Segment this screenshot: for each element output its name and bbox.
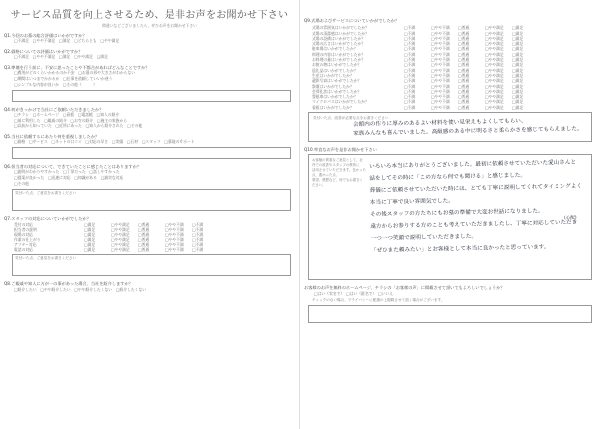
rating-checkbox[interactable]: □普通 — [458, 78, 470, 84]
rating-row-label: 遺影写真はいかがでしたか？ — [312, 78, 362, 84]
rating-row-label: マイクロバスはいかがでしたか？ — [312, 99, 369, 105]
rating-checkbox[interactable]: □やや不満 — [431, 62, 450, 68]
q10-hw-line: 葬儀にご依頼させていただいた時には、とても丁寧に説明してくれてタイミングよく — [369, 183, 582, 195]
rating-checkbox[interactable]: □やや不満 — [431, 57, 450, 63]
q6-comment-label: 気付いた点、ご意見をお書きください — [15, 190, 77, 195]
rating-checkbox[interactable]: □不満 — [404, 99, 416, 105]
q1-question: Q1.今回のお墓の総合評価はいかがですか？ — [4, 33, 87, 39]
q10-lead-line: 活用させていただきます。良かった点、悪かった点、 — [312, 168, 366, 178]
rating-checkbox[interactable]: □不満 — [404, 35, 416, 41]
rating-checkbox[interactable]: □不満 — [404, 62, 416, 68]
rating-checkbox[interactable]: □満足 — [512, 25, 524, 31]
rating-checkbox[interactable]: □不満 — [192, 231, 204, 237]
rating-row-label: 会葬礼状はいかがでしたか？ — [312, 88, 362, 94]
q10-comment-box[interactable] — [308, 154, 592, 280]
q10-hw-line: 遠方からお参りする方のことも考えていただきましたし、丁寧に対応していただき — [370, 219, 578, 231]
rating-checkbox[interactable]: □普通 — [138, 242, 150, 248]
rating-checkbox[interactable]: □満足 — [84, 247, 96, 253]
q9-comment-label: 気付いた点、改善が必要な点をお書きください — [313, 116, 389, 120]
rating-checkbox[interactable]: □普通 — [138, 231, 150, 237]
rating-checkbox[interactable]: □やや不満 — [431, 88, 450, 94]
rating-checkbox[interactable]: □やや満足 — [111, 237, 130, 243]
rating-checkbox[interactable]: □不満 — [404, 67, 416, 73]
rating-checkbox[interactable]: □やや満足 — [111, 226, 130, 232]
rating-checkbox[interactable]: □やや不満 — [431, 35, 450, 41]
q10-hw-line: 話をしてその時に「この方なら何でも聞ける」と感じました。 — [369, 172, 527, 183]
rating-row-label: お飲み物はいかがでしたか？ — [312, 62, 362, 68]
rating-row-label: 受付の対応 — [14, 221, 33, 227]
rating-checkbox[interactable]: □不満 — [404, 88, 416, 94]
rating-checkbox[interactable]: □やや満足 — [485, 78, 504, 84]
rating-checkbox[interactable]: □満足 — [512, 99, 524, 105]
rating-checkbox[interactable]: □やや不満 — [165, 247, 184, 253]
rating-checkbox[interactable]: □やや満足 — [485, 67, 504, 73]
q4-options-3[interactable]: □以前から知っていた □近所にあった □知人から紹介された □その他 — [14, 123, 143, 129]
rating-row-label: 返礼品はいかがでしたか？ — [312, 67, 358, 73]
q4-question: Q4.何がきっかけで当社にご依頼いただきましたか？ — [4, 106, 104, 112]
rating-checkbox[interactable]: □満足 — [84, 237, 96, 243]
rating-checkbox[interactable]: □やや満足 — [485, 57, 504, 63]
rating-checkbox[interactable]: □やや不満 — [431, 78, 450, 84]
rating-row-label: 駐車場はいかがでしたか？ — [312, 46, 358, 52]
rating-checkbox[interactable]: □やや不満 — [431, 25, 450, 31]
rating-checkbox[interactable]: □普通 — [458, 94, 470, 100]
q6-options-3[interactable]: □その他 — [14, 180, 29, 186]
q10-hw-line: 本当に丁寧で良い雰囲気でした。 — [369, 198, 454, 207]
rating-checkbox[interactable]: □満足 — [512, 83, 524, 89]
rating-checkbox[interactable]: □やや満足 — [485, 62, 504, 68]
q7-rating-grid[interactable] — [14, 222, 295, 253]
rating-checkbox[interactable]: □やや満足 — [485, 25, 504, 31]
rating-checkbox[interactable]: □満足 — [512, 78, 524, 84]
rating-checkbox[interactable]: □やや満足 — [485, 41, 504, 47]
rating-checkbox[interactable]: □普通 — [458, 104, 470, 110]
q6-options-1[interactable]: □説明がわかりやすかった □丁寧だった □話しやすかった — [14, 169, 120, 175]
rating-checkbox[interactable]: □不満 — [192, 242, 204, 248]
q3-comment-box[interactable] — [12, 90, 291, 102]
rating-row-label: 料理の内容はいかがでしたか？ — [312, 51, 366, 57]
rating-checkbox[interactable]: □満足 — [512, 72, 524, 78]
rating-row-label: 電話の対応 — [14, 247, 33, 253]
q1-options[interactable]: □不満足 □やや不満足 □満足 □どちらとも □やや満足 — [14, 38, 120, 44]
rating-row-label: 生花はいかがでしたか？ — [312, 72, 354, 78]
rating-checkbox[interactable]: □満足 — [512, 35, 524, 41]
rating-checkbox[interactable]: □やや不満 — [165, 237, 184, 243]
q10-handwriting — [369, 157, 587, 258]
rating-checkbox[interactable]: □不満 — [404, 72, 416, 78]
final-name-box[interactable] — [308, 305, 592, 323]
rating-checkbox[interactable]: □普通 — [458, 35, 470, 41]
rating-checkbox[interactable]: □満足 — [512, 88, 524, 94]
rating-checkbox[interactable]: □満足 — [84, 226, 96, 232]
q9-hw-line: 家族みんなも喜んでいました。高級感のある中に明るさと柔らかさを感じてもらえました。 — [353, 126, 583, 138]
rating-checkbox[interactable]: □普通 — [138, 221, 150, 227]
rating-checkbox[interactable]: □普通 — [458, 41, 470, 47]
rating-checkbox[interactable]: □満足 — [512, 57, 524, 63]
rating-checkbox[interactable]: □普通 — [458, 67, 470, 73]
q10-question: Q10.率直なお声を是非お聞かせ下さい — [304, 147, 377, 152]
rating-checkbox[interactable]: □不満 — [192, 247, 204, 253]
rating-checkbox[interactable]: □普通 — [458, 88, 470, 94]
rating-checkbox[interactable]: □やや満足 — [111, 242, 130, 248]
q7-comment-label: 気付いた点、ご意見をお書きください — [15, 256, 77, 261]
rating-checkbox[interactable]: □やや満足 — [485, 72, 504, 78]
rating-row — [14, 247, 295, 252]
rating-row-label: アフター対応 — [14, 242, 37, 248]
q10-hw-note: (心配) — [564, 215, 578, 222]
q6-options-2[interactable]: □提案が良かった □迅速に対応 □知識がある □誠実な対応 — [14, 175, 124, 181]
final-options[interactable]: □はい（実名で） □はい（匿名で） □いいえ — [314, 290, 394, 296]
q7-comment-box[interactable] — [12, 254, 291, 276]
rating-checkbox[interactable]: □やや不満 — [431, 72, 450, 78]
q6-question: Q6.担当者の対応について、できていたことに感じたことはありますか？ — [4, 164, 141, 170]
rating-row-label: 担当者の説明 — [14, 226, 37, 232]
rating-checkbox[interactable]: □不満 — [404, 25, 416, 31]
rating-row-label: 式場の雰囲気はいかがでしたか？ — [312, 25, 369, 31]
final-question: お客様のお声を無料のホームページ、チラシの「お客様の声」に掲載させて頂いてもよろしいでしょうか？ — [304, 285, 505, 291]
rating-checkbox[interactable]: □やや満足 — [111, 247, 130, 253]
rating-row — [312, 105, 596, 110]
rating-checkbox[interactable]: □やや満足 — [111, 231, 130, 237]
rating-checkbox[interactable]: □やや不満 — [165, 226, 184, 232]
rating-checkbox[interactable]: □普通 — [458, 99, 470, 105]
rating-row-label: 式場の清潔感はいかがでしたか？ — [312, 30, 369, 36]
right-page — [300, 0, 600, 429]
rating-checkbox[interactable]: □不満 — [404, 46, 416, 52]
q5-options[interactable]: □価格 □サービス □ネットの口コミ □対応の早さ □実績 □石材 □スタッフ □墓地のサポート — [14, 139, 195, 145]
rating-checkbox[interactable]: □やや不満 — [431, 94, 450, 100]
page-title: サービス品質を向上させるため、是非お声をお聞かせ下さい — [10, 10, 289, 21]
q7-question: Q7.スタッフの対応についていかがでしたか？ — [4, 215, 91, 221]
rating-checkbox[interactable]: □やや満足 — [485, 30, 504, 36]
rating-row-label: 看板はいかがでしたか？ — [312, 104, 354, 110]
q9-rating-grid[interactable] — [312, 25, 596, 110]
q3-options-2[interactable]: □期間はいつまでかかるか □仕事を依頼していいか迷う — [14, 76, 113, 82]
rating-checkbox[interactable]: □やや満足 — [111, 221, 130, 227]
q10-hw-line: 「ぜひまた頼みたい」とお客様として本当に良かったと思っています。 — [370, 244, 550, 255]
rating-checkbox[interactable]: □やや不満 — [431, 46, 450, 52]
rating-checkbox[interactable]: □不満 — [404, 57, 416, 63]
rating-checkbox[interactable]: □やや不満 — [165, 221, 184, 227]
q6-comment-box[interactable] — [12, 189, 291, 211]
rating-checkbox[interactable]: □やや満足 — [485, 99, 504, 105]
rating-checkbox[interactable]: □普通 — [458, 51, 470, 57]
q2-options[interactable]: □不満足 □やや不満足 □満足 □やや満足 □満足 — [14, 54, 108, 60]
q8-options[interactable]: □紹介したい □やや紹介したい □やや紹介したくない □紹介したくない — [14, 286, 147, 292]
rating-checkbox[interactable]: □普通 — [458, 57, 470, 63]
rating-checkbox[interactable]: □満足 — [512, 62, 524, 68]
rating-checkbox[interactable]: □やや不満 — [165, 231, 184, 237]
rating-checkbox[interactable]: □普通 — [458, 72, 470, 78]
q5-comment-box[interactable] — [12, 147, 291, 159]
q8-question: Q8.ご親戚や知人に万が一の事があった場合、当社を紹介しますか？ — [4, 281, 133, 287]
q9-hw-line: 会館内の作りに厚みのあるよい材料を使い見栄えもよくしてもらい、 — [353, 118, 527, 129]
q10-hw-line: その後スタッフの方たちにもお墓の準備で大変お世話になりました。 — [370, 208, 544, 219]
rating-checkbox[interactable]: □満足 — [512, 104, 524, 110]
rating-checkbox[interactable]: □普通 — [138, 247, 150, 253]
rating-checkbox[interactable]: □満足 — [512, 41, 524, 47]
rating-checkbox[interactable]: □やや満足 — [485, 104, 504, 110]
q4-options-1[interactable]: □チラシ □ホームページ □看板 □電話帳 □知人の紹介 — [14, 111, 120, 117]
rating-checkbox[interactable]: □不満 — [192, 226, 204, 232]
q10-lead-line: お客様の貴重なご意見として、社内での改善やスタッフの教育に — [312, 158, 363, 168]
rating-checkbox[interactable]: □やや不満 — [431, 99, 450, 105]
rating-checkbox[interactable]: □普通 — [138, 237, 150, 243]
rating-checkbox[interactable]: □満足 — [84, 242, 96, 248]
rating-checkbox[interactable]: □やや不満 — [431, 104, 450, 110]
rating-row-label: 現場の対応 — [14, 231, 33, 237]
rating-checkbox[interactable]: □やや不満 — [431, 41, 450, 47]
rating-checkbox[interactable]: □やや不満 — [165, 242, 184, 248]
rating-checkbox[interactable]: □満足 — [84, 221, 96, 227]
rating-checkbox[interactable]: □不満 — [404, 94, 416, 100]
rating-checkbox[interactable]: □やや満足 — [485, 35, 504, 41]
rating-checkbox[interactable]: □満足 — [512, 46, 524, 52]
rating-row-label: 式場の設備はいかがでしたか？ — [312, 35, 366, 41]
rating-checkbox[interactable]: □普通 — [458, 83, 470, 89]
q5-question: Q5.当社に依頼するにあたり何を重視しましたか？ — [4, 134, 100, 140]
q9-question: Q9.式場およびサービスについていかがでしたか？ — [304, 18, 400, 23]
rating-checkbox[interactable]: □不満 — [404, 41, 416, 47]
q10-hw-line: 一つ一つ笑顔で説明していただきました。 — [370, 234, 477, 243]
rating-checkbox[interactable]: □不満 — [404, 104, 416, 110]
q4-options-2[interactable]: □前に利用した □親戚の紹介 □お寺の紹介 □施主の家族から — [14, 117, 128, 123]
q10-lead-text — [312, 158, 366, 188]
rating-checkbox[interactable]: □やや不満 — [431, 30, 450, 36]
q3-options-1[interactable]: □費用がどのくらいかかるのか不安 □お墓の形や大きさがわからない — [14, 70, 136, 76]
q3-question: Q3.準備を行う前に、不安に思ったことや不都合があればどんなことですか？ — [4, 65, 150, 71]
rating-row-label: 祭壇はいかがでしたか？ — [312, 83, 354, 89]
rating-checkbox[interactable]: □やや不満 — [431, 51, 450, 57]
rating-checkbox[interactable]: □やや満足 — [485, 83, 504, 89]
rating-checkbox[interactable]: □不満 — [404, 30, 416, 36]
rating-checkbox[interactable]: □やや満足 — [485, 94, 504, 100]
rating-checkbox[interactable]: □不満 — [404, 51, 416, 57]
rating-checkbox[interactable]: □満足 — [512, 30, 524, 36]
rating-checkbox[interactable]: □不満 — [192, 221, 204, 227]
rating-checkbox[interactable]: □やや満足 — [485, 88, 504, 94]
rating-checkbox[interactable]: □普通 — [138, 226, 150, 232]
rating-checkbox[interactable]: □普通 — [458, 62, 470, 68]
q10-hw-line: いろいろ本当にありがとうございました。最初に依頼させていただいた愛山さんと — [369, 159, 577, 171]
q10-lead-line: 要望、感想など、何でもお書きください。 — [312, 178, 363, 188]
rating-checkbox[interactable]: □満足 — [84, 231, 96, 237]
rating-checkbox[interactable]: □やや不満 — [431, 83, 450, 89]
rating-row-label: 作業の仕上がり — [14, 237, 41, 243]
rating-checkbox[interactable]: □普通 — [458, 25, 470, 31]
rating-checkbox[interactable]: □満足 — [512, 67, 524, 73]
rating-checkbox[interactable]: □普通 — [458, 46, 470, 52]
rating-checkbox[interactable]: □不満 — [404, 78, 416, 84]
rating-checkbox[interactable]: □不満 — [404, 83, 416, 89]
final-note: チェックのない場合、プライバシーに配慮の上掲載させて頂く場合がございます。 — [312, 298, 445, 303]
rating-row-label: 式場の広さはいかがでしたか？ — [312, 41, 366, 47]
rating-checkbox[interactable]: □満足 — [512, 94, 524, 100]
q9-comment-box[interactable] — [308, 112, 592, 142]
q3-options-3[interactable]: □シンプルな内容が良いか □その他（ ） — [14, 81, 97, 87]
rating-row-label: お料理の量はいかがでしたか？ — [312, 57, 366, 63]
rating-checkbox[interactable]: □普通 — [458, 30, 470, 36]
rating-checkbox[interactable]: □やや満足 — [485, 46, 504, 52]
rating-checkbox[interactable]: □満足 — [512, 51, 524, 57]
rating-checkbox[interactable]: □やや満足 — [485, 51, 504, 57]
rating-row-label: 霊柩車はいかがでしたか？ — [312, 94, 358, 100]
q2-question: Q2.価格についての評価はいかがですか？ — [4, 49, 83, 55]
page-subtitle: 間違いなどございましたら、ぜひお声をお聞かせ下さい — [102, 22, 197, 28]
q9-handwriting — [353, 117, 587, 140]
rating-checkbox[interactable]: □やや不満 — [431, 67, 450, 73]
rating-checkbox[interactable]: □不満 — [192, 237, 204, 243]
